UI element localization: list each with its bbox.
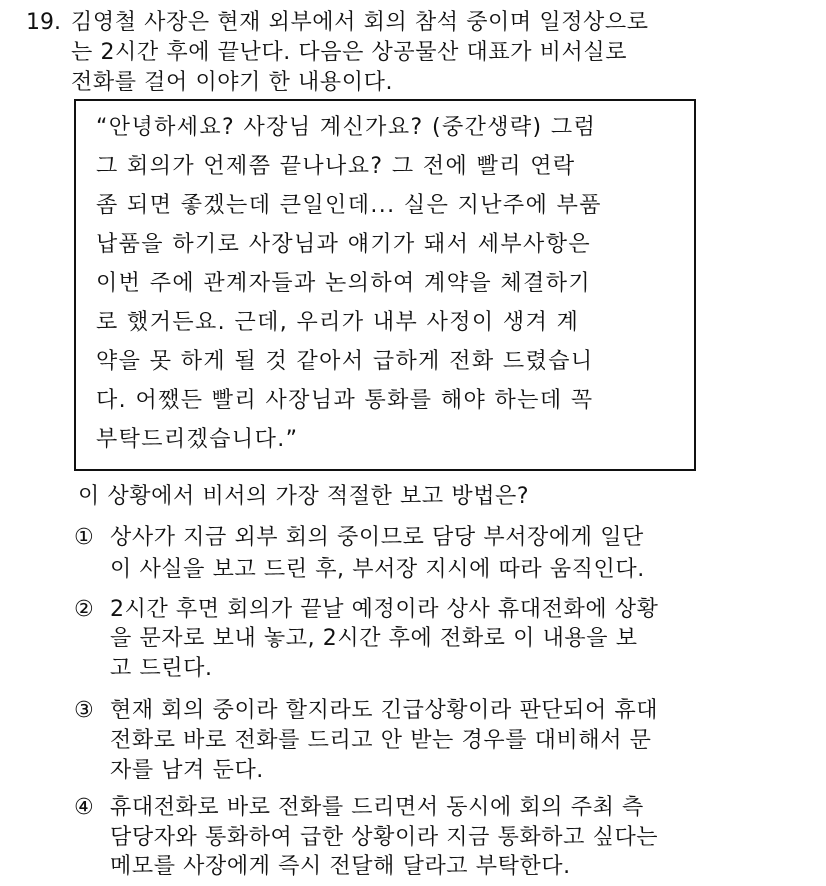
option-line: 을 문자로 보내 놓고, 2시간 후에 전화로 이 내용을 보 bbox=[110, 626, 638, 651]
question-number: 19. bbox=[26, 10, 61, 35]
passage-line: 이번 주에 관계자들과 논의하여 계약을 체결하기 bbox=[96, 271, 592, 296]
passage-line: “안녕하세요? 사장님 계신가요? (중간생략) 그럼 bbox=[96, 115, 597, 140]
option-line: 현재 회의 중이라 할지라도 긴급상황이라 판단되어 휴대 bbox=[110, 698, 659, 723]
option-line: 메모를 사장에게 즉시 전달해 달라고 부탁한다. bbox=[110, 854, 571, 879]
question-prompt: 이 상황에서 비서의 가장 적절한 보고 방법은? bbox=[78, 484, 530, 509]
option-line: 담당자와 통화하여 급한 상황이라 지금 통화하고 싶다는 bbox=[110, 825, 659, 850]
option-line: 이 사실을 보고 드린 후, 부서장 지시에 따라 움직인다. bbox=[110, 557, 645, 582]
option-line: 고 드린다. bbox=[110, 656, 213, 681]
option-line: 상사가 지금 외부 회의 중이므로 담당 부서장에게 일단 bbox=[110, 525, 644, 550]
passage-line: 약을 못 하게 될 것 같아서 급하게 전화 드렸습니 bbox=[96, 349, 594, 374]
passage-line: 로 했거든요. 근데, 우리가 내부 사정이 생겨 계 bbox=[96, 310, 580, 335]
option-line: 자를 남겨 둔다. bbox=[110, 758, 264, 783]
passage-line: 다. 어쨌든 빨리 사장님과 통화를 해야 하는데 꼭 bbox=[96, 388, 594, 413]
stem-line: 는 2시간 후에 끝난다. 다음은 상공물산 대표가 비서실로 bbox=[71, 40, 628, 65]
passage-line: 그 회의가 언제쯤 끝나나요? 그 전에 빨리 연락 bbox=[96, 154, 576, 179]
passage-line: 부탁드리겠습니다.” bbox=[96, 427, 299, 452]
option-line: 휴대전화로 바로 전화를 드리면서 동시에 회의 주최 측 bbox=[110, 795, 644, 820]
option-number-2: ② bbox=[74, 597, 94, 622]
option-line: 2시간 후면 회의가 끝날 예정이라 상사 휴대전화에 상황 bbox=[110, 597, 659, 622]
passage-line: 좀 되면 좋겠는데 큰일인데... 실은 지난주에 부품 bbox=[96, 193, 602, 218]
option-number-1: ① bbox=[74, 525, 94, 550]
option-number-3: ③ bbox=[74, 698, 94, 723]
passage-line: 납품을 하기로 사장님과 얘기가 돼서 세부사항은 bbox=[96, 232, 592, 257]
stem-line: 김영철 사장은 현재 외부에서 회의 참석 중이며 일정상으로 bbox=[71, 10, 649, 35]
option-number-4: ④ bbox=[74, 795, 94, 820]
option-line: 전화로 바로 전화를 드리고 안 받는 경우를 대비해서 문 bbox=[110, 728, 652, 753]
stem-line: 전화를 걸어 이야기 한 내용이다. bbox=[71, 70, 394, 95]
